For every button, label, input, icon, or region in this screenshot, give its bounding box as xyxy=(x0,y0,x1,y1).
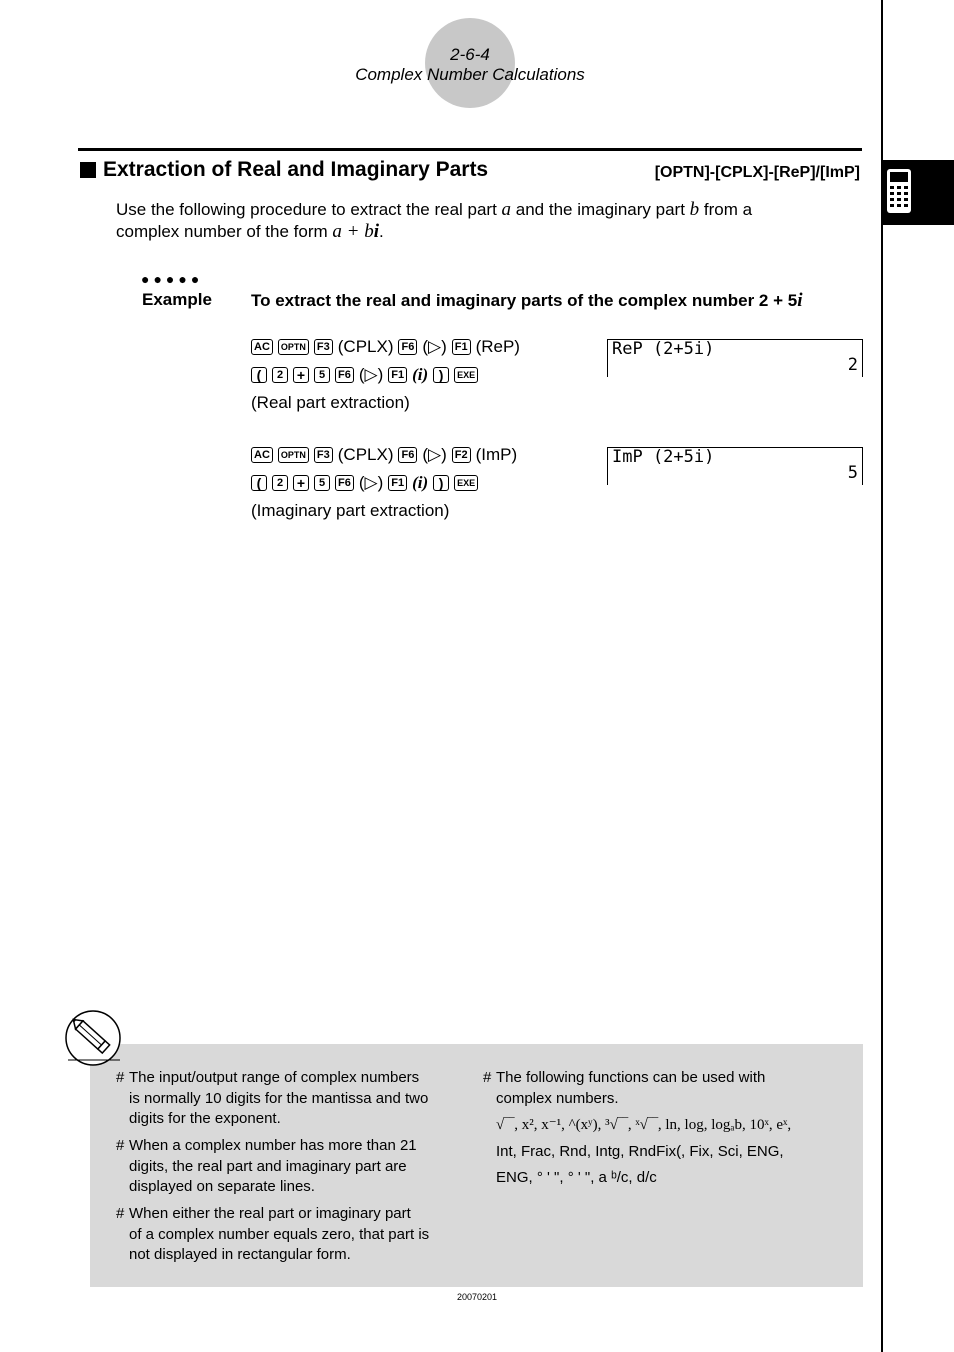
label-rep: (ReP) xyxy=(475,337,520,356)
label-imp: (ImP) xyxy=(475,445,518,464)
key-ac: AC xyxy=(251,339,273,355)
key-close-paren: ) xyxy=(433,367,449,383)
label-tri: (▷) xyxy=(358,365,384,384)
note-item: # When either the real part or imaginary part of a complex number equals zero, that part is not displayed in rectangular form. xyxy=(116,1205,430,1263)
key-open-paren: ( xyxy=(251,475,267,491)
calculator-icon xyxy=(886,168,912,214)
note-item: # When a complex number has more than 21 digits, the real part and imaginary part are displayed on separate lines. xyxy=(116,1137,417,1195)
label-tri: (▷) xyxy=(358,473,384,492)
label-i: (i) xyxy=(412,365,429,384)
section-rule xyxy=(78,148,862,151)
section-bullet xyxy=(80,162,96,178)
page-number: 2-6-4 xyxy=(450,45,490,64)
imag-screen xyxy=(607,447,863,485)
real-screen xyxy=(607,339,863,377)
key-optn: OPTN xyxy=(278,447,309,463)
example-text: To extract the real and imaginary parts of the complex number 2 + 5i xyxy=(251,290,803,311)
example-label: Example xyxy=(142,290,212,309)
imag-keys-row-2 xyxy=(251,472,478,494)
label-tri: (▷) xyxy=(422,337,447,356)
key-f1: F1 xyxy=(452,339,471,355)
menu-path: [OPTN]-[CPLX]-[ReP]/[ImP] xyxy=(654,164,860,181)
key-open-paren: ( xyxy=(251,367,267,383)
key-2: 2 xyxy=(272,475,288,491)
screen-expression: ReP (2+5i) xyxy=(612,339,715,359)
chapter-title: Complex Number Calculations xyxy=(355,65,585,84)
key-optn: OPTN xyxy=(278,339,309,355)
real-keys-row-1 xyxy=(251,336,520,358)
label-cplx: (CPLX) xyxy=(337,445,394,464)
functions-line-1: √‾‾, x², x⁻¹, ^(xʸ), ³√‾‾, ˣ√‾‾, ln, log, logₐb, 10ˣ, eˣ, xyxy=(496,1117,792,1133)
key-exe: EXE xyxy=(454,475,478,491)
key-f6: F6 xyxy=(398,339,417,355)
key-exe: EXE xyxy=(454,367,478,383)
key-f6: F6 xyxy=(335,475,354,491)
footer-code: 20070201 xyxy=(456,1292,498,1302)
key-plus: + xyxy=(293,367,309,383)
functions-line-2: Int, Frac, Rnd, Intg, RndFix(, Fix, Sci, ENG, xyxy=(496,1142,784,1160)
screen-expression: ImP (2+5i) xyxy=(612,447,715,467)
key-f2: F2 xyxy=(452,447,471,463)
screen-result: 5 xyxy=(847,463,858,483)
screen-result: 2 xyxy=(847,355,858,375)
label-i: (i) xyxy=(412,473,429,492)
key-f3: F3 xyxy=(314,339,333,355)
intro-line-1: Use the following procedure to extract the real part a and the imaginary part b from a xyxy=(116,199,753,220)
key-f1: F1 xyxy=(388,367,407,383)
label-tri: (▷) xyxy=(422,445,447,464)
example-dots: ●●●●● xyxy=(141,271,204,287)
intro-line-2: complex number of the form a + bi. xyxy=(116,221,384,242)
key-f1: F1 xyxy=(388,475,407,491)
key-ac: AC xyxy=(251,447,273,463)
functions-line-3: ENG, ° ' ", ° ' ", a ᵇ/c, d/c xyxy=(496,1169,657,1186)
pencil-icon xyxy=(64,1010,122,1066)
key-5: 5 xyxy=(314,367,330,383)
note-item: # The input/output range of complex numbers is normally 10 digits for the mantissa and two digits for the exponent. xyxy=(116,1069,429,1127)
imag-keys-row-1 xyxy=(251,444,517,466)
key-5: 5 xyxy=(314,475,330,491)
real-keys-row-2 xyxy=(251,364,478,386)
imag-note: (Imaginary part extraction) xyxy=(251,501,450,520)
label-cplx: (CPLX) xyxy=(337,337,394,356)
note-item: # The following functions can be used with complex numbers. √‾‾, x², x⁻¹, ^(xʸ), ³√‾‾, ˣ√‾‾, ln, log, logₐb, 10ˣ, eˣ, Int, Frac, Rnd, Intg, RndFix(, Fix, Sci, ENG, ENG, ° ' ", ° ' ", a ᵇ/c, d/c xyxy=(483,1068,853,1189)
key-plus: + xyxy=(293,475,309,491)
key-f3: F3 xyxy=(314,447,333,463)
key-close-paren: ) xyxy=(433,475,449,491)
key-2: 2 xyxy=(272,367,288,383)
key-f6: F6 xyxy=(398,447,417,463)
real-note: (Real part extraction) xyxy=(251,393,410,412)
key-f6: F6 xyxy=(335,367,354,383)
section-title: Extraction of Real and Imaginary Parts xyxy=(103,158,489,181)
